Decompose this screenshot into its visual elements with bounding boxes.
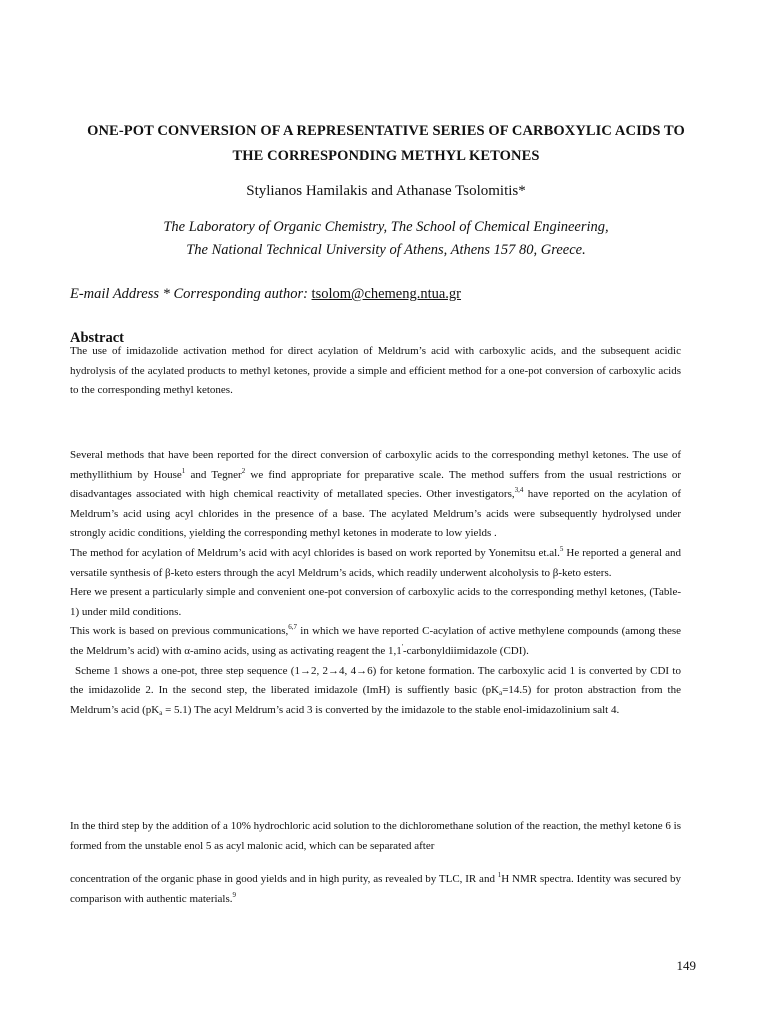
title-line-1: ONE-POT CONVERSION OF A REPRESENTATIVE SERIES OF CARBOXYLIC ACIDS TO [87, 123, 685, 139]
title-line-2: THE CORRESPONDING METHYL KETONES [232, 148, 540, 164]
paragraph-2: The method for acylation of Meldrum’s acid with acyl chlorides is based on work reported by Yonemitsu et.al.$^5$ He reported a general and versatile synthesis of β-keto esters through the acyl Meldrum’s acids, which readily underwent alcoholysis to β-keto esters. [70, 544, 681, 579]
pka-subscript-2: a [159, 708, 163, 717]
affiliation-line-1: The Laboratory of Organic Chemistry, The School of Chemical Engineering, [163, 219, 609, 235]
abstract-text: The use of imidazolide activation method for direct acylation of Meldrum’s acid with carboxylic acids, and the subsequent acidic hydrolysis of the acylated products to methyl ketones, provide a simple and efficient method for a one-pot conversion of carboxylic acids to the corresponding methyl ketones. [70, 345, 681, 397]
contact-email-line [70, 284, 710, 304]
paragraph-6: In the third step by the addition of a 10% hydrochloric acid solution to the dichloromethane solution of the reaction, the methyl ketone 6 is formed from the unstable enol 5 as acyl malonic acid, which can be separated after [70, 820, 681, 852]
nmr-superscript: 1 [497, 871, 502, 879]
affiliation [60, 216, 712, 262]
paper-title [60, 119, 712, 169]
page-number: 149 [676, 958, 696, 973]
citation-5: 5 [559, 544, 564, 553]
main-text [70, 446, 681, 720]
email-link[interactable]: tsolom@chemeng.ntua.gr [311, 286, 462, 302]
paragraph-7: concentration of the organic phase in good yields and in high purity, as revealed by TLC, IR and $^1$H NMR spectra. Identity was secured by comparison with authentic materials.$^9$ [70, 871, 681, 905]
citation-2: 2 [241, 466, 246, 475]
citation-1: 1 [181, 466, 186, 475]
paragraph-1: Several methods that have been reported for the direct conversion of carboxylic acids to the corresponding methyl ketones. The use of methyllithium by House$^1$ and Tegner$^2$ we find appropriate for preparative scale. The method suffers from the usual restrictions or disadvantages associated with high chemical reactivity of metallated species. Other investigators,$^{3,4}$ have reported on the acylation of Meldrum’s acid using acyl chlorides in the presence of a base. The acylated Meldrum’s acids were subsequently hydrolysed under strongly acidic conditions, yielding the corresponding methyl ketones in moderate to low yields . [70, 449, 682, 540]
citation-9: 9 [232, 890, 237, 899]
paragraph-4: This work is based on previous communications,$^{6,7}$ in which we have reported C-acylation of active methylene compounds (among these the Meldrum’s acid) with α-amino acids, using as activating reagent the 1,1'-carbonyldiimidazole (CDI). [70, 623, 682, 657]
paragraph-3: Here we present a particularly simple and convenient one-pot conversion of carboxylic acids to the corresponding methyl ketones, (Table-1) under mild conditions. [70, 586, 681, 618]
affiliation-line-2: The National Technical University of Athens, Athens 157 80, Greece. [186, 242, 586, 258]
pka-subscript-1: a [499, 689, 503, 698]
email-label: E-mail Address * Corresponding author: [70, 286, 308, 302]
author-list: Stylianos Hamilakis and Athanase Tsolomitis* [246, 183, 526, 199]
prime-mark: ' [401, 642, 403, 651]
citation-3-4: 3,4 [514, 486, 524, 495]
abstract-heading: Abstract [70, 330, 124, 346]
paragraph-5: Scheme 1 shows a one-pot, three step sequence (1→2, 2→4, 4→6) for ketone formation. The carboxylic acid 1 is converted by CDI to the imidazolide 2. In the second step, the liberated imidazole (ImH) is suffiently basic $(pK_a=14.5)$ for proton abstraction from the Meldrum’s acid $(pK_a = 5.1)$ The acyl Meldrum’s acid 3 is converted by the imidazole to the stable enol-imidazolinium salt 4. [70, 664, 681, 717]
citation-6-7: 6,7 [288, 623, 298, 632]
